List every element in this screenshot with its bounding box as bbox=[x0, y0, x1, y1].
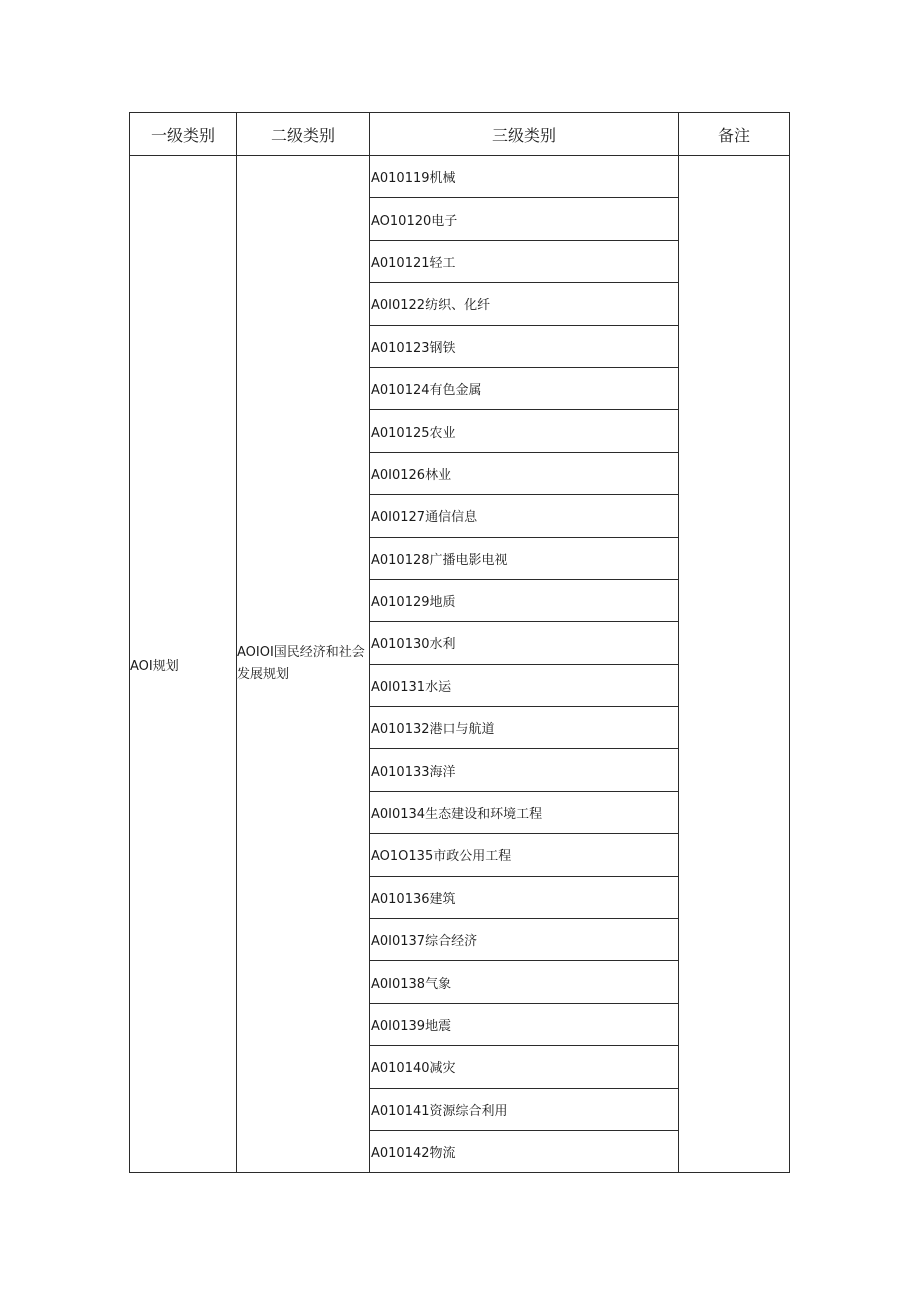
header-level1: 一级类别 bbox=[130, 113, 237, 156]
header-remark: 备注 bbox=[679, 113, 790, 156]
table-row bbox=[130, 156, 790, 198]
level3-category: A0I0138气象 bbox=[370, 961, 679, 1003]
level3-category: A010140减灾 bbox=[370, 1046, 679, 1088]
level3-category: A0I0127通信信息 bbox=[370, 495, 679, 537]
level1-category: AOI规划 bbox=[130, 156, 237, 1173]
level3-category: A010125农业 bbox=[370, 410, 679, 452]
level3-category: A010121轻工 bbox=[370, 240, 679, 282]
level3-category: A0I0134生态建设和环境工程 bbox=[370, 791, 679, 833]
level3-category: A0I0139地震 bbox=[370, 1003, 679, 1045]
level3-category: A0I0131水运 bbox=[370, 664, 679, 706]
level3-category: A010133海洋 bbox=[370, 749, 679, 791]
level3-category: A010132港口与航道 bbox=[370, 707, 679, 749]
remark-cell bbox=[679, 156, 790, 1173]
header-level3: 三级类别 bbox=[370, 113, 679, 156]
level3-category: A0I0126林业 bbox=[370, 452, 679, 494]
level3-category: A010128广播电影电视 bbox=[370, 537, 679, 579]
level3-category: A010124有色金属 bbox=[370, 367, 679, 409]
level3-category: A010130水利 bbox=[370, 622, 679, 664]
level3-category: A010141资源综合利用 bbox=[370, 1088, 679, 1130]
table-header bbox=[130, 113, 790, 156]
level3-category: A010123钢铁 bbox=[370, 325, 679, 367]
level3-category: A010142物流 bbox=[370, 1130, 679, 1172]
header-row bbox=[130, 113, 790, 156]
level3-category: A0I0122纺织、化纤 bbox=[370, 283, 679, 325]
level3-category: A010119机械 bbox=[370, 156, 679, 198]
level3-category: A0I0137综合经济 bbox=[370, 919, 679, 961]
level3-category: AO10120电子 bbox=[370, 198, 679, 240]
level3-category: A010136建筑 bbox=[370, 876, 679, 918]
table-body bbox=[130, 156, 790, 1173]
header-level2: 二级类别 bbox=[237, 113, 370, 156]
level3-category: A010129地质 bbox=[370, 579, 679, 621]
level3-category: AO1O135市政公用工程 bbox=[370, 834, 679, 876]
category-table bbox=[129, 112, 790, 1173]
level2-category: AOIOI国民经济和社会发展规划 bbox=[237, 156, 370, 1173]
